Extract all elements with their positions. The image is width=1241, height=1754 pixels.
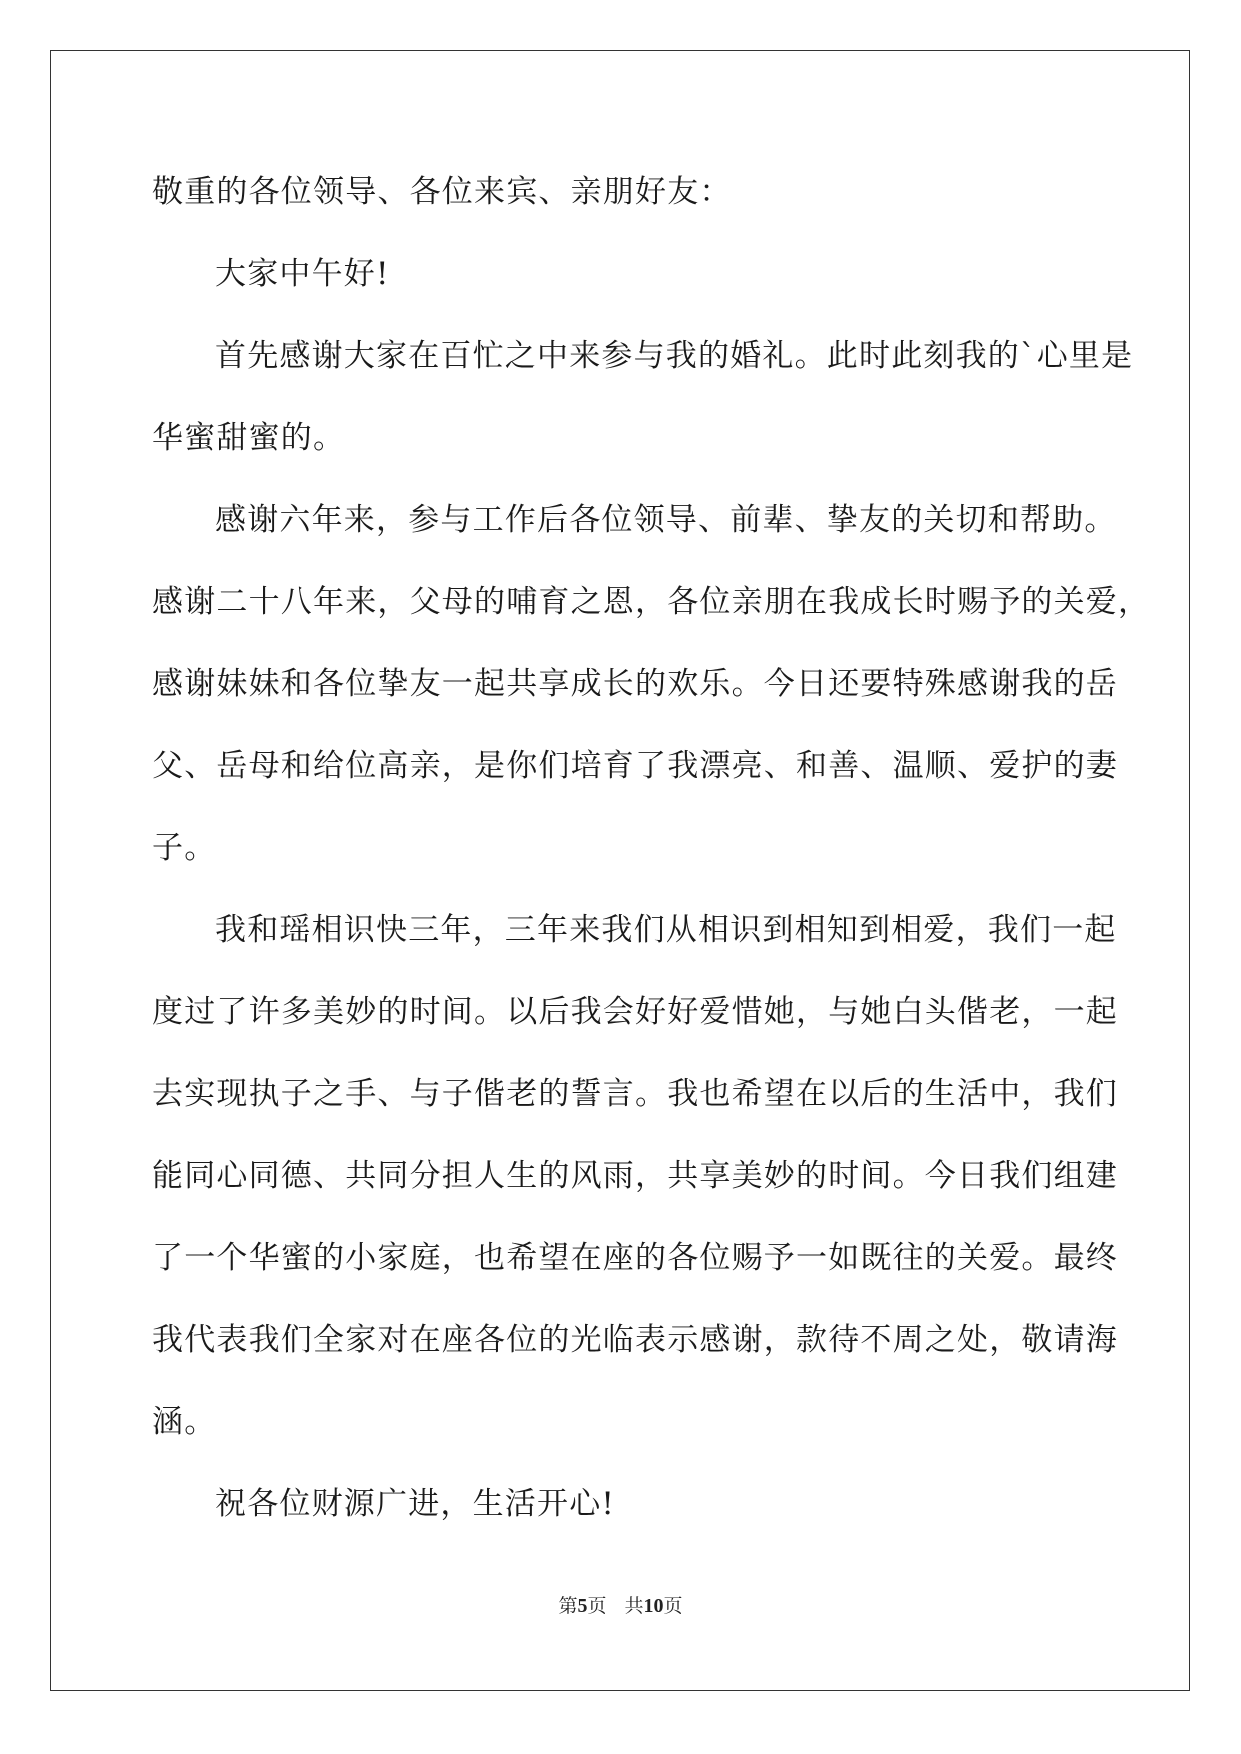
paragraph-line: 我代表我们全家对在座各位的光临表示感谢，款待不周之处，敬请海 bbox=[152, 1322, 1118, 1358]
paragraph-line: 了一个华蜜的小家庭，也希望在座的各位赐予一如既往的关爱。最终 bbox=[152, 1240, 1118, 1276]
paragraph-line: 父、岳母和给位高亲，是你们培育了我漂亮、和善、温顺、爱护的妻 bbox=[152, 748, 1118, 784]
page-number-current: 5 bbox=[577, 1595, 588, 1617]
greeting-line: 大家中午好! bbox=[215, 256, 390, 292]
paragraph-line: 华蜜甜蜜的。 bbox=[152, 420, 346, 456]
page-number-total: 10 bbox=[643, 1595, 664, 1617]
paragraph-line: 感谢妹妹和各位挚友一起共享成长的欢乐。今日还要特殊感谢我的岳 bbox=[152, 666, 1118, 702]
total-label-suffix: 页 bbox=[663, 1595, 683, 1617]
page-label-prefix: 第 bbox=[558, 1595, 578, 1617]
paragraph-line: 涵。 bbox=[152, 1404, 217, 1440]
paragraph-line: 能同心同德、共同分担人生的风雨，共享美妙的时间。今日我们组建 bbox=[152, 1158, 1118, 1194]
paragraph-line: 感谢六年来，参与工作后各位领导、前辈、挚友的关切和帮助。 bbox=[215, 502, 1117, 538]
salutation-line: 敬重的各位领导、各位来宾、亲朋好友： bbox=[152, 174, 732, 210]
paragraph-line: 子。 bbox=[152, 830, 217, 866]
closing-line: 祝各位财源广进，生活开心! bbox=[215, 1486, 616, 1522]
paragraph-line: 度过了许多美妙的时间。以后我会好好爱惜她，与她白头偕老，一起 bbox=[152, 994, 1118, 1030]
paragraph-line: 去实现执子之手、与子偕老的誓言。我也希望在以后的生活中，我们 bbox=[152, 1076, 1118, 1112]
page-label-suffix: 页 bbox=[587, 1595, 607, 1617]
total-label-prefix: 共 bbox=[624, 1595, 644, 1617]
paragraph-line: 我和瑶相识快三年，三年来我们从相识到相知到相爱，我们一起 bbox=[215, 912, 1117, 948]
page-border bbox=[50, 50, 1190, 1691]
paragraph-line: 感谢二十八年来，父母的哺育之恩，各位亲朋在我成长时赐予的关爱， bbox=[152, 584, 1151, 620]
page-footer bbox=[0, 1594, 1241, 1618]
paragraph-line: 首先感谢大家在百忙之中来参与我的婚礼。此时此刻我的`心里是 bbox=[215, 338, 1134, 374]
